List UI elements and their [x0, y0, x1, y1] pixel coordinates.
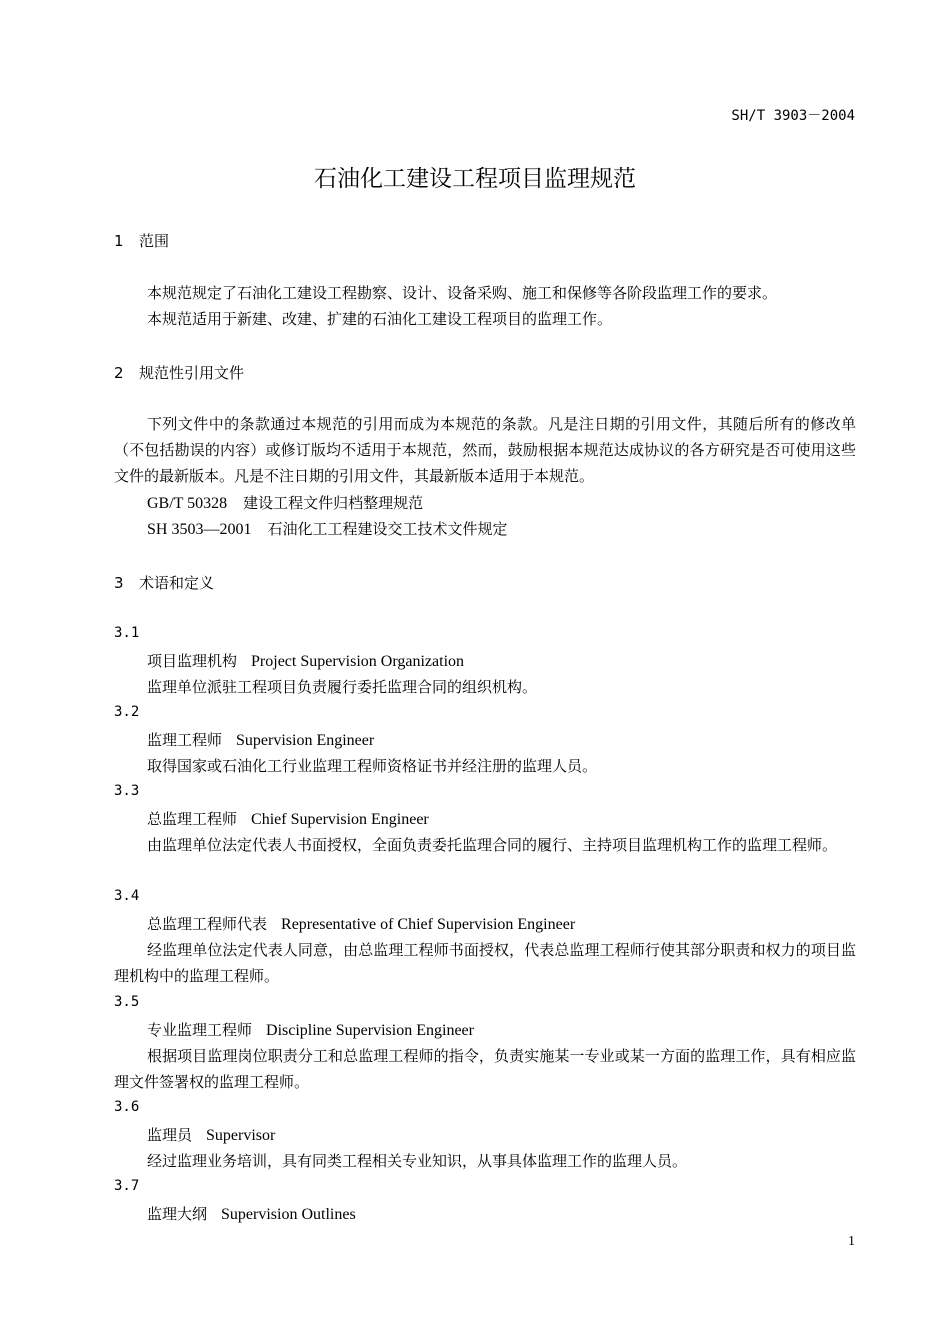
term-heading — [147, 1122, 275, 1149]
section-number: 3 — [114, 574, 124, 592]
clause-number: 3.2 — [114, 704, 140, 720]
section-title: 范围 — [139, 232, 170, 250]
term-chinese: 总监理工程师 — [147, 810, 238, 828]
clause-number: 3.1 — [114, 625, 140, 641]
term-english: Supervision Outlines — [221, 1206, 356, 1223]
term-heading — [147, 911, 575, 938]
term-chinese: 项目监理机构 — [147, 652, 238, 670]
term-heading — [147, 1017, 474, 1044]
term-definition: 根据项目监理岗位职责分工和总监理工程师的指令，负责实施某一专业或某一方面的监理工作，具有相应监理文件签署权的监理工程师。 — [114, 1047, 856, 1091]
term-english: Project Supervision Organization — [251, 653, 465, 670]
term-chinese: 监理员 — [147, 1126, 193, 1144]
clause-number: 3.5 — [114, 994, 140, 1010]
term-chinese: 总监理工程师代表 — [147, 915, 268, 933]
term-definition: 监理单位派驻工程项目负责履行委托监理合同的组织机构。 — [147, 678, 538, 696]
clause-number: 3.7 — [114, 1178, 140, 1194]
term-definition: 经监理单位法定代表人同意，由总监理工程师书面授权，代表总监理工程师行使其部分职责和权力的项目监理机构中的监理工程师。 — [114, 941, 856, 985]
clause-number: 3.4 — [114, 888, 140, 904]
clause-number: 3.3 — [114, 783, 140, 799]
reference-title: 石油化工工程建设交工技术文件规定 — [267, 520, 508, 538]
term-english: Supervisor — [206, 1127, 276, 1144]
term-definition: 经过监理业务培训，具有同类工程相关专业知识，从事具体监理工作的监理人员。 — [147, 1152, 688, 1170]
term-heading — [147, 648, 464, 675]
section-heading-3 — [114, 572, 214, 593]
term-english: Chief Supervision Engineer — [251, 811, 429, 828]
reference-code: SH 3503—2001 — [147, 521, 252, 538]
term-english: Supervision Engineer — [236, 732, 375, 749]
term-definition: 取得国家或石油化工行业监理工程师资格证书并经注册的监理人员。 — [147, 757, 598, 775]
term-english: Discipline Supervision Engineer — [266, 1022, 474, 1039]
term-english: Representative of Chief Supervision Engineer — [281, 916, 576, 933]
section-number: 1 — [114, 232, 124, 250]
section-heading-2 — [114, 362, 244, 383]
scope-paragraph-1: 本规范规定了石油化工建设工程勘察、设计、设备采购、施工和保修等各阶段监理工作的要求。 — [147, 284, 778, 302]
section-title: 术语和定义 — [139, 574, 215, 592]
term-chinese: 监理大纲 — [147, 1205, 208, 1223]
term-heading — [147, 806, 429, 833]
section-heading-1 — [114, 230, 169, 251]
standard-code: SH/T 3903－2004 — [731, 108, 855, 124]
reference-item — [147, 516, 507, 543]
term-heading — [147, 1201, 356, 1228]
section-number: 2 — [114, 364, 124, 382]
clause-number: 3.6 — [114, 1099, 140, 1115]
reference-item — [147, 490, 423, 517]
normative-intro-paragraph: 下列文件中的条款通过本规范的引用而成为本规范的条款。凡是注日期的引用文件，其随后所有的修改单（不包括勘误的内容）或修订版均不适用于本规范，然而，鼓励根据本规范达成协议的各方研究是否可使用这些文件的最新版本。凡是不注日期的引用文件，其最新版本适用于本规范。 — [114, 415, 856, 485]
scope-paragraph-2: 本规范适用于新建、改建、扩建的石油化工建设工程项目的监理工作。 — [147, 310, 613, 328]
term-heading — [147, 727, 374, 754]
term-chinese: 专业监理工程师 — [147, 1021, 253, 1039]
reference-code: GB/T 50328 — [147, 495, 228, 512]
document-title: 石油化工建设工程项目监理规范 — [314, 166, 636, 192]
reference-title: 建设工程文件归档整理规范 — [243, 494, 424, 512]
term-chinese: 监理工程师 — [147, 731, 223, 749]
page-number: 1 — [848, 1234, 855, 1249]
term-definition: 由监理单位法定代表人书面授权，全面负责委托监理合同的履行、主持项目监理机构工作的监理工程师。 — [147, 836, 838, 854]
section-title: 规范性引用文件 — [139, 364, 245, 382]
